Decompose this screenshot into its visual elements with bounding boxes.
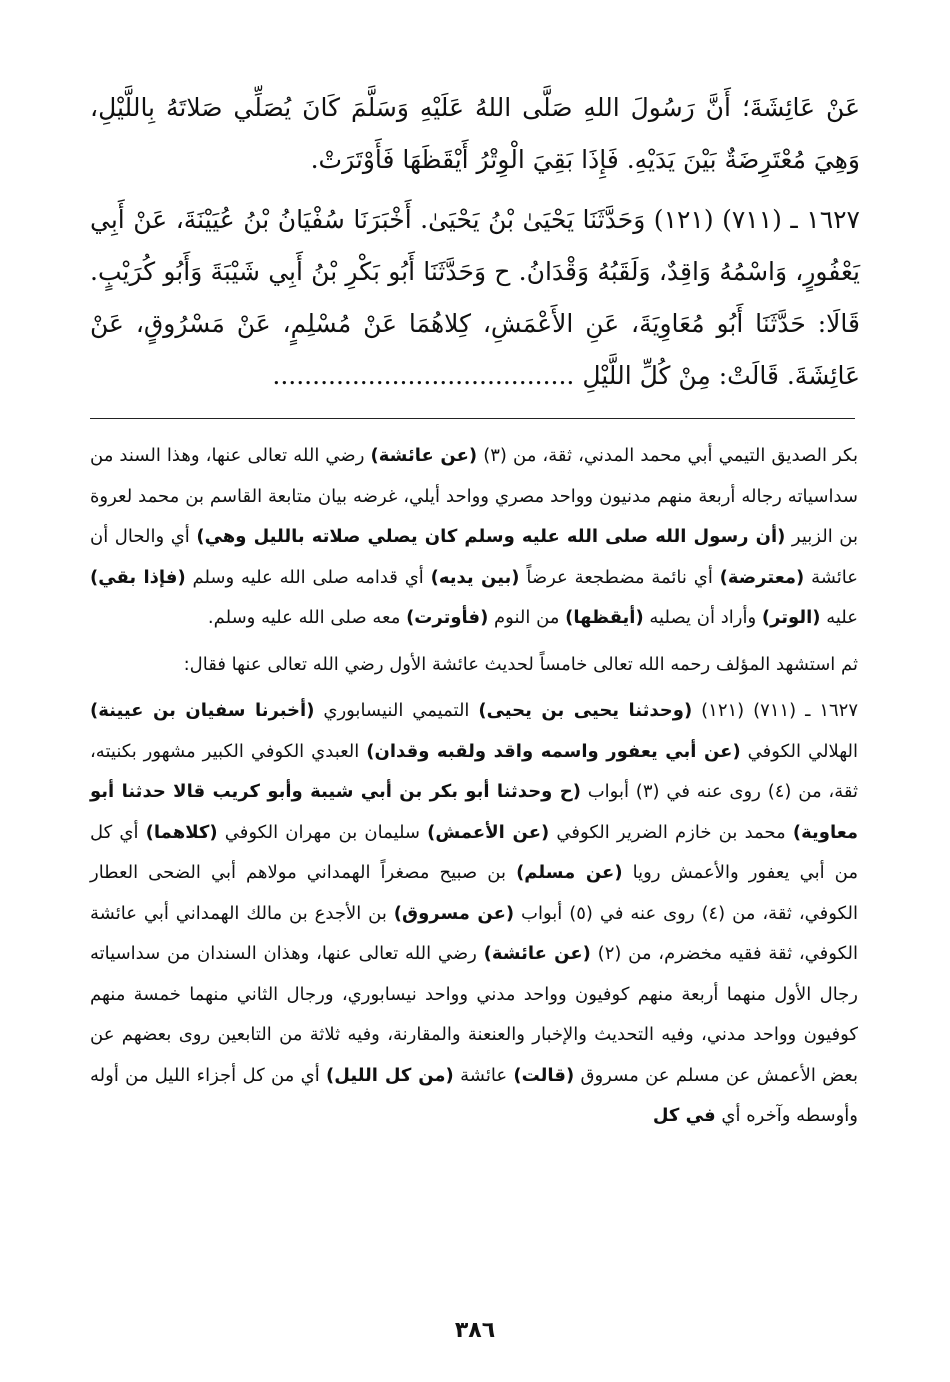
text-run: أي من كل أجزاء الليل من أوله وأوسطه وآخره أي	[90, 1064, 858, 1126]
bold-quote-run: (بين يديه)	[430, 566, 520, 588]
bold-quote-run: (عن مسلم)	[516, 862, 623, 883]
commentary-paragraph	[90, 436, 858, 639]
hadith-paragraph-1: عَنْ عَائِشَةَ؛ أَنَّ رَسُولَ اللهِ صَلَّى اللهُ عَلَيْهِ وَسَلَّمَ كَانَ يُصَلِّي صَلاتَهُ بِاللَّيْلِ، وَهِيَ مُعْتَرِضَةٌ بَيْنَ يَدَيْهِ. فَإِذَا بَقِيَ الْوِتْرُ أَيْقَظَهَا فَأَوْتَرَتْ.	[90, 93, 860, 174]
bold-quote-run: (عن عائشة)	[483, 943, 591, 964]
text-run: أي نائمة مضطجعة عرضاً	[519, 566, 720, 588]
bold-quote-run: (قالت)	[513, 1064, 575, 1086]
footnote-divider	[90, 418, 855, 419]
text-run: رضي الله تعالى عنها، وهذان السندان من سداسياته رجال الأول منهما أربعة منهم كوفيون وواحد مدني وواحد نيسابوري، ورجال الثاني منهما خمسة منهم كوفيون وواحد مدني، وفيه التحديث والإخبار والعنعنة والمقارنة، وفيه ثلاثة من التابعين روى بعضهم عن بعض الأعمش عن مسلم عن مسروق	[90, 943, 858, 1086]
bold-quote-run: (الوتر)	[761, 607, 821, 628]
bold-quote-run: (فإذا بقي)	[90, 566, 186, 588]
commentary-section	[90, 436, 858, 1143]
text-run: ١٦٢٧ ـ (٧١١) (١٢١)	[692, 700, 858, 721]
text-run: الهلالي الكوفي	[740, 740, 858, 762]
hadith-text	[90, 82, 860, 402]
bold-quote-run: (وحدثنا يحيى بن يحيى)	[478, 700, 693, 721]
bold-quote-run: (عن الأعمش)	[427, 821, 550, 843]
text-run: أي قدامه صلى الله عليه وسلم	[185, 566, 431, 588]
text-run: عليه	[820, 607, 858, 628]
hadith-paragraph-2-text: ١٦٢٧ ـ (٧١١) (١٢١) وَحَدَّثَنَا يَحْيَىٰ بْنُ يَحْيَىٰ. أَخْبَرَنَا سُفْيَانُ بْنُ عُيَيْنَةَ، عَنْ أَبِي يَعْفُورٍ، وَاسْمُهُ وَاقِدٌ، وَلَقَبُهُ وَقْدَانُ. ح وَحَدَّثَنَا أَبُو بَكْرِ بْنُ أَبِي شَيْبَةَ وَأَبُو كُرَيْبٍ. قَالَا: حَدَّثَنَا أَبُو مُعَاوِيَةَ، عَنِ الأَعْمَشِ، كِلاهُمَا عَنْ مُسْلِمٍ، عَنْ مَسْرُوقٍ، عَنْ عَائِشَةَ. قَالَتْ: مِنْ كُلِّ اللَّيْلِ	[90, 205, 860, 390]
bold-quote-run: (عن مسروق)	[393, 902, 515, 924]
commentary-paragraph	[90, 691, 858, 1137]
bold-quote-run: في كل	[652, 1105, 716, 1126]
text-run: أي والحال أن عائشة	[90, 526, 859, 588]
text-run: بن الأجدع بن مالك الهمداني أبي عائشة الكوفي، ثقة فقيه مخضرم، من (٢)	[90, 902, 859, 964]
bold-quote-run: (من كل الليل)	[326, 1064, 454, 1086]
text-run: ثم استشهد المؤلف رحمه الله تعالى خامساً لحديث عائشة الأول رضي الله تعالى عنها فقال:	[183, 653, 858, 675]
text-run: محمد بن خازم الضرير الكوفي	[549, 821, 793, 843]
bold-quote-run: (كلاهما)	[145, 821, 218, 843]
bold-quote-run: (أيقظها)	[565, 607, 644, 628]
text-run: أي كل من أبي يعفور والأعمش رويا	[90, 821, 859, 883]
text-run: معه صلى الله عليه وسلم.	[207, 607, 407, 628]
text-run: بكر الصديق التيمي أبي محمد المدني، ثقة، من (٣)	[477, 445, 858, 466]
text-run: رضي الله تعالى عنها، وهذا السند من سداسياته رجاله أربعة منهم مدنيون وواحد مصري وواحد أيلي، غرضه بيان متابعة القاسم بن محمد لعروة بن الزبير	[90, 445, 858, 547]
text-run: التميمي النيسابوري	[314, 700, 479, 721]
ellipsis-dots: ......................................	[272, 361, 575, 390]
text-run: بن صبيح مصغراً الهمداني مولاهم أبي الضحى العطار الكوفي، ثقة، من (٤) روى عنه في (٥) أبواب	[90, 862, 858, 924]
hadith-section	[90, 82, 860, 410]
text-run: عائشة	[453, 1064, 514, 1086]
text-run: العبدي الكوفي الكبير مشهور بكنيته، ثقة، من (٤) روى عنه في (٣) أبواب	[90, 740, 858, 802]
commentary-paragraph	[90, 645, 858, 686]
bold-quote-run: (معترضة)	[719, 566, 805, 588]
bold-quote-run: (عن أبي يعفور واسمه واقد ولقبه وقدان)	[366, 740, 741, 762]
bold-quote-run: (عن عائشة)	[370, 445, 478, 466]
bold-quote-run: (ح وحدثنا أبو بكر بن أبي شيبة وأبو كريب قالا حدثنا أبو معاوية)	[90, 781, 859, 843]
text-run: سليمان بن مهران الكوفي	[217, 821, 428, 843]
text-run: وأراد أن يصليه	[643, 607, 762, 628]
page-number: ٣٨٦	[454, 1318, 496, 1343]
hadith-paragraph-2	[90, 194, 860, 402]
bold-quote-run: (أخبرنا سفيان بن عيينة)	[90, 700, 315, 721]
bold-quote-run: (أن رسول الله صلى الله عليه وسلم كان يصلي صلاته بالليل وهي)	[196, 526, 786, 547]
text-run: من النوم	[488, 607, 566, 628]
bold-quote-run: (فأوترت)	[406, 607, 489, 628]
